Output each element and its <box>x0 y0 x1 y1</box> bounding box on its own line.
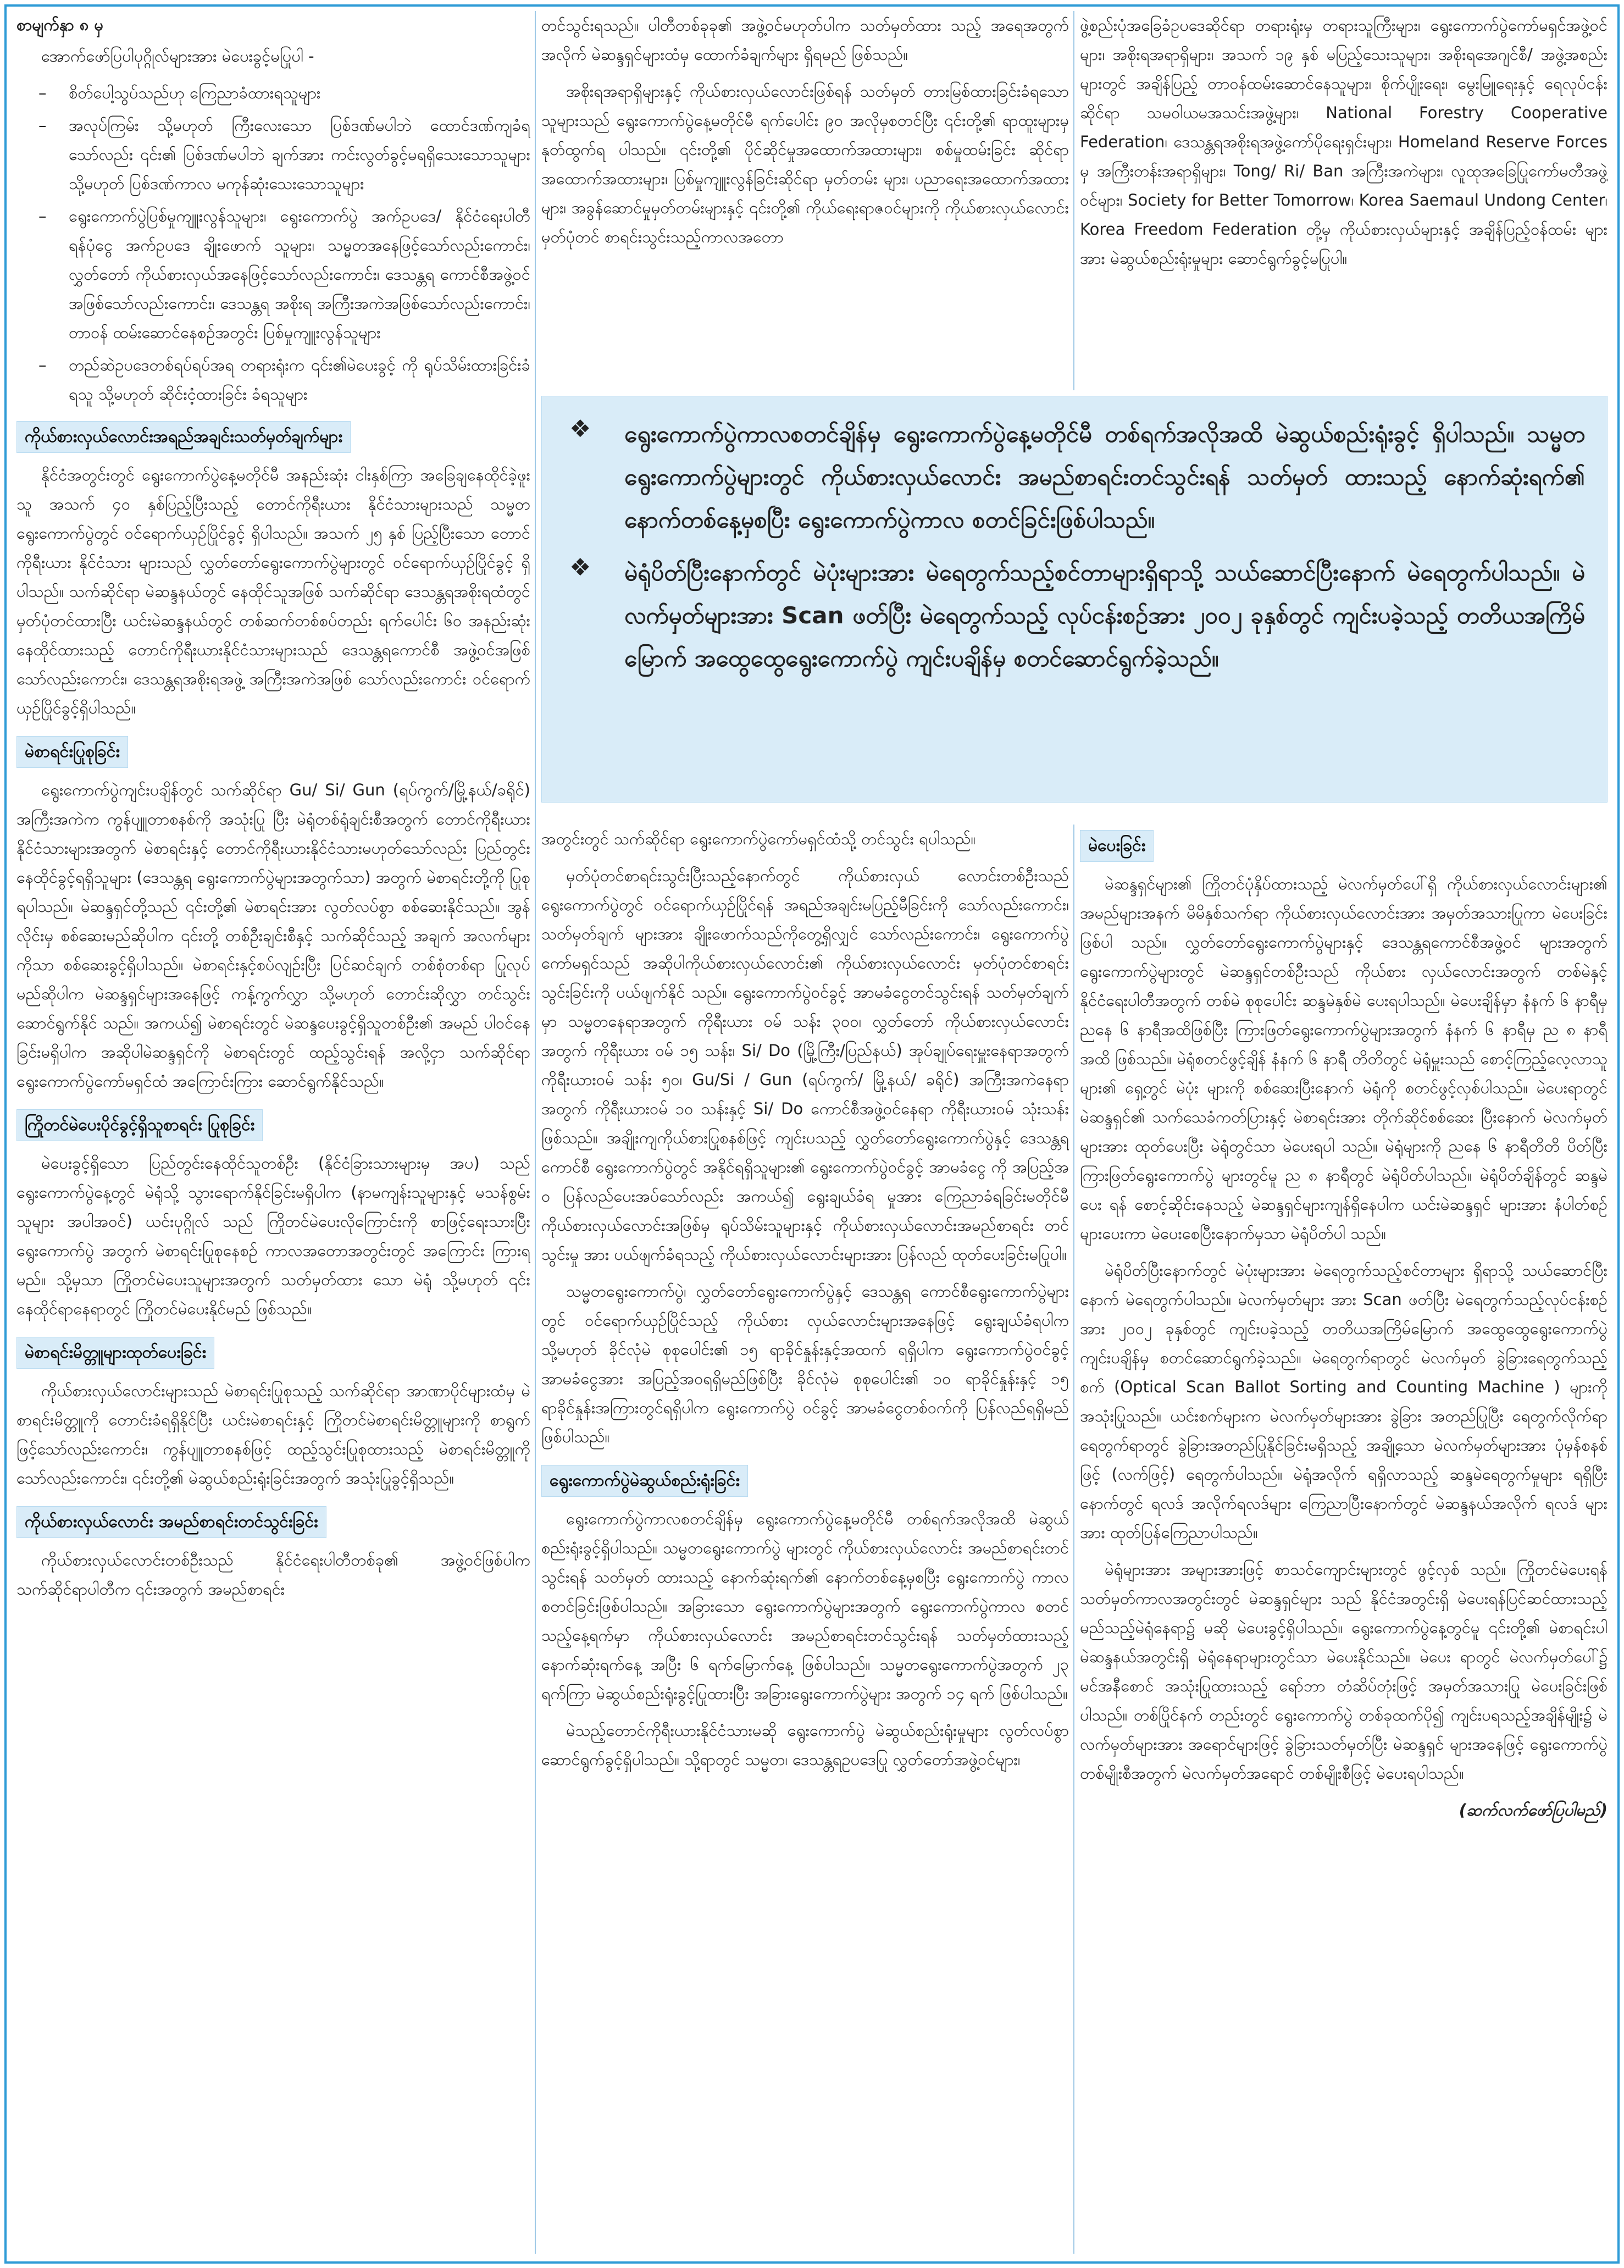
callout-item <box>564 413 1585 541</box>
callout-item <box>564 551 1585 680</box>
callout-text: မဲရုံပိတ်ပြီးနောက်တွင် မဲပုံးများအား မဲရေတွက်သည့်စင်တာများရှိရာသို့ သယ်ဆောင်ပြီးနောက် မဲရေတွက်ပါသည်။ မဲလက်မှတ်များအား Scan ဖတ်ပြီး မဲရေတွက်သည့် လုပ်ငန်းစဉ်အား ၂၀၀၂ ခုနှစ်တွင် ကျင်းပခဲ့သည့် တတိယအကြိမ်မြောက် အထွေထွေရွေးကောက်ပွဲ ကျင်းပချိန်မှ စတင်ဆောင်ရွက်ခဲ့သည်။ <box>624 559 1585 672</box>
paragraph: သမ္မတရွေးကောက်ပွဲ၊ လွှတ်တော်ရွေးကောက်ပွဲနှင့် ဒေသန္တရ ကောင်စီရွေးကောက်ပွဲများတွင် ဝင်ရောက်ယှဉ်ပြိုင်သည့် ကိုယ်စား လှယ်လောင်းများအနေဖြင့် ရွေးချယ်ခံရပါက သို့မဟုတ် ခိုင်လုံမဲ စုစုပေါင်း၏ ၁၅ ရာခိုင်နှုန်းနှင့်အထက် ရရှိပါက ရွေးကောက်ပွဲဝင်ခွင့် အာမခံငွေအား အပြည့်အဝရရှိမည်ဖြစ်ပြီး ခိုင်လုံမဲ စုစုပေါင်း၏ ၁၀ ရာခိုင်နှုန်းနှင့် ၁၅ ရာခိုင်နှုန်းအကြားတွင်ရရှိပါက ရွေးကောက်ပွဲ ဝင်ခွင့် အာမခံငွေတစ်ဝက်ကို ပြန်လည်ရရှိမည်ဖြစ်ပါသည်။ <box>541 1282 1069 1446</box>
ineligible-list <box>16 79 530 409</box>
paragraph: အတွင်းတွင် သက်ဆိုင်ရာ ရွေးကောက်ပွဲကော်မရှင်ထံသို့ တင်သွင်း ရပါသည်။ <box>541 829 976 848</box>
paragraph: မဲပေးခွင့်ရှိသော ပြည်တွင်းနေထိုင်သူတစ်ဦး (နိုင်ငံခြားသားများမှ အပ) သည် ရွေးကောက်ပွဲနေ့တွင် မဲရုံသို့ သွားရောက်နိုင်ခြင်းမရှိပါက (နာမကျန်းသူများနှင့် မသန်စွမ်းသူများ အပါအဝင်) ယင်းပုဂ္ဂိုလ် သည် ကြိုတင်မဲပေးလိုကြောင်းကို စာဖြင့်ရေးသားပြီး ရွေးကောက်ပွဲ အတွက် မဲစာရင်းပြုစုနေစဉ် ကာလအတောအတွင်းတွင် အကြောင်း ကြားရမည်။ သို့မှသာ ကြိုတင်မဲပေးသူများအတွက် သတ်မှတ်ထား သော မဲရုံ သို့မဟုတ် ၎င်းနေထိုင်ရာနေရာတွင် ကြိုတင်မဲပေးနိုင်မည် ဖြစ်သည်။ <box>16 1154 530 1318</box>
paragraph: မဲသည့်တောင်ကိုရီးယားနိုင်ငံသားမဆို ရွေးကောက်ပွဲ မဲဆွယ်စည်းရုံးမှုများ လွတ်လပ်စွာ ဆောင်ရွက်ခွင့်ရှိပါသည်။ သို့ရာတွင် သမ္မတ၊ ဒေသန္တရဥပဒေပြု လွှတ်တော်အဖွဲ့ဝင်များ၊ <box>541 1721 1069 1769</box>
paragraph: ရွေးကောက်ပွဲကျင်းပချိန်တွင် သက်ဆိုင်ရာ Gu/ Si/ Gun (ရပ်ကွက်/မြို့နယ်/ခရိုင်) အကြီးအကဲက ကွန်ပျူတာစနစ်ကို အသုံးပြု ပြီး မဲရုံတစ်ရုံချင်းစီအတွက် တောင်ကိုရီးယားနိုင်ငံသားများအတွက် မဲစာရင်းနှင့် တောင်ကိုရီးယားနိုင်ငံသားမဟုတ်သော်လည်း ပြည်တွင်း နေထိုင်ခွင့်ရရှိသူများ (ဒေသန္တရ ရွေးကောက်ပွဲများအတွက်သာ) အတွက် မဲစာရင်းတို့ကို ပြုစုရပါသည်။ မဲဆန္ဒရှင်တို့သည် ၎င်းတို့၏ မဲစာရင်းအား လွတ်လပ်စွာ စစ်ဆေးနိုင်သည်။ အွန်လိုင်းမှ စစ်ဆေးမည်ဆိုပါက ၎င်းတို့ တစ်ဦးချင်းစီနှင့် သက်ဆိုင်သည့် အချက် အလက်များကိုသာ စစ်ဆေးခွင့်ရှိပါသည်။ မဲစာရင်းနှင့်စပ်လျဉ်းပြီး ပြင်ဆင်ချက် တစ်စုံတစ်ရာ ပြုလုပ်မည်ဆိုပါက မဲဆန္ဒရှင်များအနေဖြင့် ကန့်ကွက်လွှာ သို့မဟုတ် တောင်းဆိုလွှာ တင်သွင်းဆောင်ရွက်နိုင် သည်။ အကယ်၍ မဲစာရင်းတွင် မဲဆန္ဒပေးခွင့်ရှိသူတစ်ဦး၏ အမည် ပါဝင်နေခြင်းမရှိပါက အဆိုပါမဲဆန္ဒရှင်ကို မဲစာရင်းတွင် ထည့်သွင်းရန် အလို့ငှာ သက်ဆိုင်ရာရွေးကောက်ပွဲကော်မရှင်ထံ အကြောင်းကြား ဆောင်ရွက်နိုင်သည်။ <box>16 781 530 1091</box>
highlight-callout-box <box>541 396 1608 803</box>
callout-text: ရွေးကောက်ပွဲကာလစတင်ချိန်မှ ရွေးကောက်ပွဲနေ့မတိုင်မီ တစ်ရက်အလိုအထိ မဲဆွယ်စည်းရုံးခွင့် ရှိပါသည်။ သမ္မတရွေးကောက်ပွဲများတွင် ကိုယ်စားလှယ်လောင်း အမည်စာရင်းတင်သွင်းရန် သတ်မှတ် ထားသည့် နောက်ဆုံးရက်၏ နောက်တစ်နေ့မှစပြီး ရွေးကောက်ပွဲကာလ စတင်ခြင်းဖြစ်ပါသည်။ <box>624 421 1585 533</box>
paragraph: ကိုယ်စားလှယ်လောင်းတစ်ဦးသည် နိုင်ငံရေးပါတီတစ်ခု၏ အဖွဲ့ဝင်ဖြစ်ပါက သက်ဆိုင်ရာပါတီက ၎င်းအတွက် အမည်စာရင်း <box>16 1551 530 1598</box>
dash-icon: – <box>38 207 47 225</box>
column-divider <box>1073 11 1074 390</box>
section-heading-voting: မဲပေးခြင်း <box>1080 830 1154 862</box>
section-heading-candidate-nomination: ကိုယ်စားလှယ်လောင်း အမည်စာရင်းတင်သွင်းခြင်း <box>16 1506 326 1538</box>
column-3-bottom <box>1080 825 1608 2254</box>
column-divider <box>535 11 536 2254</box>
paragraph: တင်သွင်းရသည်။ ပါတီတစ်ခုခု၏ အဖွဲ့ဝင်မဟုတ်ပါက သတ်မှတ်ထား သည့် အရေအတွက်အလိုက် မဲဆန္ဒရှင်များထံမှ ထောက်ခံချက်များ ရှိရမည် ဖြစ်သည်။ <box>541 16 1069 64</box>
ineligible-intro: အောက်ဖော်ပြပါပုဂ္ဂိုလ်များအား မဲပေးခွင့်မပြုပါ - <box>41 47 314 65</box>
paragraph: နိုင်ငံအတွင်းတွင် ရွေးကောက်ပွဲနေ့မတိုင်မီ အနည်းဆုံး ငါးနှစ်ကြာ အခြေချနေထိုင်ခဲ့ဖူးသူ အသက် ၄၀ နှစ်ပြည့်ပြီးသည့် တောင်ကိုရီးယား နိုင်ငံသားများသည် သမ္မတရွေးကောက်ပွဲတွင် ဝင်ရောက်ယှဉ်ပြိုင်ခွင့် ရှိပါသည်။ အသက် ၂၅ နှစ် ပြည့်ပြီးသော တောင်ကိုရီးယား နိုင်ငံသား များသည် လွှတ်တော်ရွေးကောက်ပွဲများတွင် ဝင်ရောက်ယှဉ်ပြိုင်ခွင့် ရှိပါသည်။ သက်ဆိုင်ရာ မဲဆန္ဒနယ်တွင် နေထိုင်သူအဖြစ် သက်ဆိုင်ရာ ဒေသန္တရအစိုးရထံတွင် မှတ်ပုံတင်ထားပြီး ယင်းမဲဆန္ဒနယ်တွင် တစ်ဆက်တစ်စပ်တည်း ရက်ပေါင်း ၆၀ အနည်းဆုံး နေထိုင်ထားသည့် တောင်ကိုရီးယားနိုင်ငံသားများသည် ဒေသန္တရကောင်စီ အဖွဲ့ဝင်အဖြစ် သော်လည်းကောင်း၊ ဒေသန္တရအစိုးရအဖွဲ့ အကြီးအကဲအဖြစ် သော်လည်းကောင်း ဝင်ရောက်ယှဉ်ပြိုင်ခွင့်ရှိပါသည်။ <box>16 466 530 717</box>
column-divider <box>1073 825 1074 2254</box>
diamond-bullet-icon: ❖ <box>569 415 591 443</box>
diamond-bullet-icon: ❖ <box>569 554 591 582</box>
page-continued-from: စာမျက်နှာ ၈ မှ <box>16 15 103 34</box>
dash-icon: – <box>38 84 47 102</box>
dash-icon: – <box>38 356 47 374</box>
paragraph: မဲဆန္ဒရှင်များ၏ ကြိုတင်ပုံနှိပ်ထားသည့် မဲလက်မှတ်ပေါ်ရှိ ကိုယ်စားလှယ်လောင်းများ၏ အမည်များအနက် မိမိနှစ်သက်ရာ ကိုယ်စားလှယ်လောင်းအား အမှတ်အသားပြုကာ မဲပေးခြင်းဖြစ်ပါ သည်။ လွှတ်တော်ရွေးကောက်ပွဲများနှင့် ဒေသန္တရကောင်စီအဖွဲ့ဝင် များအတွက် ရွေးကောက်ပွဲများတွင် မဲဆန္ဒရှင်တစ်ဦးသည် ကိုယ်စား လှယ်လောင်းအတွက် တစ်မဲနှင့် နိုင်ငံရေးပါတီအတွက် တစ်မဲ စုစုပေါင်း ဆန္ဒမဲနှစ်မဲ ပေးရပါသည်။ မဲပေးချိန်မှာ နံနက် ၆ နာရီမှ ညနေ ၆ နာရီအထိဖြစ်ပြီး ကြားဖြတ်ရွေးကောက်ပွဲများအတွက် နံနက် ၆ နာရီမှ ည ၈ နာရီအထိ ဖြစ်သည်။ မဲရုံစတင်ဖွင့်ချိန် နံနက် ၆ နာရီ တိတိတွင် မဲရုံမှူးသည် စောင့်ကြည့်လေ့လာသူများ၏ ရှေ့တွင် မဲပုံး များကို စစ်ဆေးပြီးနောက် မဲရုံကို စတင်ဖွင့်လှစ်ပါသည်။ မဲပေးရာတွင် မဲဆန္ဒရှင်၏ သက်သေခံကတ်ပြားနှင့် မဲစာရင်းအား တိုက်ဆိုင်စစ်ဆေး ပြီးနောက် မဲလက်မှတ်များအား ထုတ်ပေးပြီး မဲရုံတွင်သာ မဲပေးရပါ သည်။ မဲရုံများကို ညနေ ၆ နာရီတိတိ ပိတ်ပြီး ကြားဖြတ်ရွေးကောက်ပွဲ များတွင်မူ ည ၈ နာရီတွင် မဲရုံပိတ်ပါသည်။ မဲရုံပိတ်ချိန်တွင် ဆန္ဒမဲပေး ရန် စောင့်ဆိုင်းနေသည့် မဲဆန္ဒရှင်များကျန်ရှိနေပါက ယင်းမဲဆန္ဒရှင် များအား နံပါတ်စဉ်များပေးကာ မဲပေးစေပြီးနောက်မှသာ မဲရုံပိတ်ပါ သည်။ <box>1080 875 1608 1243</box>
to-be-continued: (ဆက်လက်ဖော်ပြပါမည်) <box>1459 1801 1608 1819</box>
dash-icon: – <box>38 116 47 135</box>
list-item: – စိတ်ပေါ့သွပ်သည်ဟု ကြေညာခံထားရသူများ <box>16 79 530 108</box>
paragraph: မှတ်ပုံတင်စာရင်းသွင်းပြီးသည့်နောက်တွင် ကိုယ်စားလှယ် လောင်းတစ်ဦးသည် ရွေးကောက်ပွဲတွင် ဝင်ရောက်ယှဉ်ပြိုင်ရန် အရည်အချင်းမပြည့်မီခြင်းကို သော်လည်းကောင်း၊ သတ်မှတ်ချက် များအား ချိုးဖောက်သည်ကိုတွေ့ရှိလျှင် သော်လည်းကောင်း၊ ရွေးကောက်ပွဲကော်မရှင်သည် အဆိုပါကိုယ်စားလှယ်လောင်း၏ ကိုယ်စားလှယ်လောင်း မှတ်ပုံတင်စာရင်းသွင်းခြင်းကို ပယ်ဖျက်နိုင် သည်။ ရွေးကောက်ပွဲဝင်ခွင့် အာမခံငွေတင်သွင်းရန် သတ်မှတ်ချက်မှာ သမ္မတနေရာအတွက် ကိုရီးယား ဝမ် သန်း ၃၀၀၊ လွှတ်တော် ကိုယ်စားလှယ်လောင်းအတွက် ကိုရီးယား ဝမ် ၁၅ သန်း၊ Si/ Do (မြို့ကြီး/ပြည်နယ်) အုပ်ချုပ်ရေးမှူးနေရာအတွက် ကိုရီးယားဝမ် သန်း ၅၀၊ Gu/Si / Gun (ရပ်ကွက်/ မြို့နယ်/ ခရိုင်) အကြီးအကဲနေရာ အတွက် ကိုရီးယားဝမ် ၁၀ သန်းနှင့် Si/ Do ကောင်စီအဖွဲ့ဝင်နေရာ ကိုရီးယားဝမ် သုံးသန်းဖြစ်သည်။ အချိုးကျကိုယ်စားပြုစနစ်ဖြင့် ကျင်းပသည့် လွှတ်တော်ရွေးကောက်ပွဲနှင့် ဒေသန္တရကောင်စီ ရွေးကောက်ပွဲတွင် အနိုင်ရရှိသူများ၏ ရွေးကောက်ပွဲဝင်ခွင့် အာမခံငွေ ကို အပြည့်အဝ ပြန်လည်ပေးအပ်သော်လည်း အကယ်၍ ရွေးချယ်ခံရ မှုအား ကြေညာခံရခြင်းမတိုင်မီ ကိုယ်စားလှယ်လောင်းအဖြစ်မှ ရုပ်သိမ်းသူများနှင့် ကိုယ်စားလှယ်လောင်းအမည်စာရင်း တင်သွင်းမှု အား ပယ်ဖျက်ခံရသည့် ကိုယ်စားလှယ်လောင်းများအား ပြန်လည် ထုတ်ပေးခြင်းမပြုပါ။ <box>541 866 1069 1264</box>
paragraph: မဲရုံများအား အများအားဖြင့် စာသင်ကျောင်းများတွင် ဖွင့်လှစ် သည်။ ကြိုတင်မဲပေးရန် သတ်မှတ်ကာလအတွင်းတွင် မဲဆန္ဒရှင်များ သည် နိုင်ငံအတွင်းရှိ မဲပေးရန်ပြင်ဆင်ထားသည့် မည်သည့်မဲရုံနေရာ၌ မဆို မဲပေးခွင့်ရှိပါသည်။ ရွေးကောက်ပွဲနေ့တွင်မူ ၎င်းတို့၏ မဲစာရင်းပါ မဲဆန္ဒနယ်အတွင်းရှိ မဲရုံနေရာများတွင်သာ မဲပေးနိုင်သည်။ မဲပေး ရာတွင် မဲလက်မှတ်ပေါ်၌ မင်အနီစောင် အသုံးပြုထားသည့် ရော်ဘာ တံဆိပ်တုံးဖြင့် အမှတ်အသားပြု မဲပေးခြင်းဖြစ်ပါသည်။ တစ်ပြိုင်နက် တည်းတွင် ရွေးကောက်ပွဲ တစ်ခုထက်ပို၍ ကျင်းပရသည့်အချိန်မျိုး၌ မဲလက်မှတ်များအား အရောင်များဖြင့် ခွဲခြားသတ်မှတ်ပြီး မဲဆန္ဒရှင် များအနေဖြင့် ရွေးကောက်ပွဲတစ်မျိုးစီအတွက် မဲလက်မှတ်အရောင် တစ်မျိုးစီဖြင့် မဲပေးရပါသည်။ <box>1080 1560 1608 1783</box>
paragraph: အစိုးရအရာရှိများနှင့် ကိုယ်စားလှယ်လောင်းဖြစ်ရန် သတ်မှတ် တားမြစ်ထားခြင်းခံရသောသူများသည် ရွေးကောက်ပွဲနေ့မတိုင်မီ ရက်ပေါင်း ၉၀ အလိုမှစတင်ပြီး ၎င်းတို့၏ ရာထူးများမှ နုတ်ထွက်ရ ပါသည်။ ၎င်းတို့၏ ပိုင်ဆိုင်မှုအထောက်အထားများ၊ စစ်မှုထမ်းခြင်း ဆိုင်ရာ အထောက်အထားများ၊ ပြစ်မှုကျူးလွန်ခြင်းဆိုင်ရာ မှတ်တမ်း များ၊ ပညာရေးအထောက်အထားများ၊ အခွန်ဆောင်မှုမှတ်တမ်းများနှင့် ၎င်းတို့၏ ကိုယ်ရေးရာဇဝင်များကို ကိုယ်စားလှယ်လောင်းမှတ်ပုံတင် စာရင်းသွင်းသည့်ကာလအတော <box>541 82 1069 246</box>
list-item: – တည်ဆဲဥပဒေတစ်ရပ်ရပ်အရ တရားရုံးက ၎င်း၏မဲပေးခွင့် ကို ရုပ်သိမ်းထားခြင်းခံရသူ သို့မဟုတ် ဆိုင်းငံ့ထားခြင်း ခံရသူများ <box>16 351 530 409</box>
column-1 <box>16 11 530 2254</box>
list-item: – ရွေးကောက်ပွဲပြစ်မှုကျူးလွန်သူများ၊ ရွေးကောက်ပွဲ အက်ဥပဒေ/ နိုင်ငံရေးပါတီရန်ပုံငွေ အက်ဥပဒေ ချိုးဖောက် သူများ၊ သမ္မတအနေဖြင့်သော်လည်းကောင်း၊ လွှတ်တော် ကိုယ်စားလှယ်အနေဖြင့်သော်လည်းကောင်း၊ ဒေသန္တရ ကောင်စီအဖွဲ့ဝင်အဖြစ်သော်လည်းကောင်း၊ ဒေသန္တရ အစိုးရ အကြီးအကဲအဖြစ်သော်လည်းကောင်း၊ တာဝန် ထမ်းဆောင်နေစဉ်အတွင်း ပြစ်မှုကျူးလွန်သူများ <box>16 202 530 347</box>
section-heading-early-voting-list: ကြိုတင်မဲပေးပိုင်ခွင့်ရှိသူစာရင်း ပြုစုခြင်း <box>16 1109 263 1141</box>
section-heading-voter-list: မဲစာရင်းပြုစုခြင်း <box>16 736 128 768</box>
paragraph: ရွေးကောက်ပွဲကာလစတင်ချိန်မှ ရွေးကောက်ပွဲနေ့မတိုင်မီ တစ်ရက်အလိုအထိ မဲဆွယ်စည်းရုံးခွင့်ရှိပါသည်။ သမ္မတရွေးကောက်ပွဲ များတွင် ကိုယ်စားလှယ်လောင်း အမည်စာရင်းတင်သွင်းရန် သတ်မှတ် ထားသည့် နောက်ဆုံးရက်၏ နောက်တစ်နေ့မှစပြီး ရွေးကောက်ပွဲ ကာလ စတင်ခြင်းဖြစ်ပါသည်။ အခြားသော ရွေးကောက်ပွဲများအတွက် ရွေးကောက်ပွဲကာလ စတင်သည့်နေ့ရက်မှာ ကိုယ်စားလှယ်လောင်း အမည်စာရင်းတင်သွင်းရန် သတ်မှတ်ထားသည့် နောက်ဆုံးရက်နေ့ အပြီး ၆ ရက်မြောက်နေ့ ဖြစ်ပါသည်။ သမ္မတရွေးကောက်ပွဲအတွက် ၂၃ ရက်ကြာ မဲဆွယ်စည်းရုံးခွင့်ပြုထားပြီး အခြားရွေးကောက်ပွဲများ အတွက် ၁၄ ရက် ဖြစ်ပါသည်။ <box>541 1509 1069 1703</box>
section-heading-campaigning: ရွေးကောက်ပွဲမဲဆွယ်စည်းရုံးခြင်း <box>541 1465 748 1497</box>
column-3-top <box>1080 11 1608 396</box>
column-2-top <box>541 11 1069 396</box>
list-item: – အလုပ်ကြမ်း သို့မဟုတ် ကြီးလေးသော ပြစ်ဒဏ်မပါဘဲ ထောင်ဒဏ်ကျခံရသော်လည်း ၎င်း၏ ပြစ်ဒဏ်မပါဘဲ ချက်အား ကင်းလွတ်ခွင့်မရရှိသေးသောသူများ သို့မဟုတ် ပြစ်ဒဏ်ကာလ မကုန်ဆုံးသေးသောသူများ <box>16 111 530 198</box>
section-heading-candidate-qualifications: ကိုယ်စားလှယ်လောင်းအရည်အချင်းသတ်မှတ်ချက်များ <box>16 421 351 453</box>
paragraph: ဖွဲ့စည်းပုံအခြေခံဥပဒေဆိုင်ရာ တရားရုံးမှ တရားသူကြီးများ၊ ရွေးကောက်ပွဲကော်မရှင်အဖွဲ့ဝင်များ၊ အစိုးရအရာရှိများ၊ အသက် ၁၉ နှစ် မပြည့်သေးသူများ၊ အစိုးရအေဂျင်စီ/ အဖွဲ့အစည်းများတွင် အချိန်ပြည့် တာဝန်ထမ်းဆောင်နေသူများ၊ စိုက်ပျိုးရေး၊ မွေးမြူရေးနှင့် ရေလုပ်ငန်းဆိုင်ရာ သမဝါယမအသင်းအဖွဲ့များ၊ National Forestry Cooperative Federation၊ ဒေသန္တရအစိုးရအဖွဲ့ကော်ပိုရေးရှင်းများ၊ Homeland Reserve Forces မှ အကြီးတန်းအရာရှိများ၊ Tong/ Ri/ Ban အကြီးအကဲများ၊ လူထုအခြေပြုကော်မတီအဖွဲ့ဝင်များ၊ Society for Better Tomorrow၊ Korea Saemaul Undong Center၊ Korea Freedom Federation တို့မှ ကိုယ်စားလှယ်များနှင့် အချိန်ပြည့်ဝန်ထမ်း များအား မဲဆွယ်စည်းရုံးမှုများ ဆောင်ရွက်ခွင့်မပြုပါ။ <box>1080 16 1608 268</box>
paragraph: မဲရုံပိတ်ပြီးနောက်တွင် မဲပုံးများအား မဲရေတွက်သည့်စင်တာများ ရှိရာသို့ သယ်ဆောင်ပြီးနောက် မဲရေတွက်ပါသည်။ မဲလက်မှတ်များ အား Scan ဖတ်ပြီး မဲရေတွက်သည့်လုပ်ငန်းစဉ်အား ၂၀၀၂ ခုနှစ်တွင် ကျင်းပခဲ့သည့် တတိယအကြိမ်မြောက် အထွေထွေရွေးကောက်ပွဲ ကျင်းပချိန်မှ စတင်ဆောင်ရွက်ခဲ့သည်။ မဲရေတွက်ရာတွင် မဲလက်မှတ် ခွဲခြားရေတွက်သည့်စက် (Optical Scan Ballot Sorting and Counting Machine ) များကို အသုံးပြုသည်။ ယင်းစက်များက မဲလက်မှတ်များအား ခွဲခြား အတည်ပြုပြီး ရေတွက်လိုက်ရာ ရေတွက်ရာတွင် ခွဲခြားအတည်ပြုနိုင်ခြင်းမရှိသည့် အချို့သော မဲလက်မှတ်များအား ပုံမှန်စနစ်ဖြင့် (လက်ဖြင့်) ရေတွက်ပါသည်။ မဲရုံအလိုက် ရရှိလာသည့် ဆန္ဒမဲရေတွက်မှုများ ရရှိပြီးနောက်တွင် ရလဒ် အလိုက်ရလဒ်များ ကြေညာပြီးနောက်တွင် မဲဆန္ဒနယ်အလိုက် ရလဒ် များအား ထုတ်ပြန်ကြေညာပါသည်။ <box>1080 1261 1608 1542</box>
paragraph: ကိုယ်စားလှယ်လောင်းများသည် မဲစာရင်းပြုစုသည့် သက်ဆိုင်ရာ အာဏာပိုင်များထံမှ မဲစာရင်းမိတ္တူကို တောင်းခံရရှိနိုင်ပြီး ယင်းမဲစာရင်းနှင့် ကြိုတင်မဲစာရင်းမိတ္တူများကို စာရွက်ဖြင့်သော်လည်းကောင်း၊ ကွန်ပျူတာစနစ်ဖြင့် ထည့်သွင်းပြုစုထားသည့် မဲစာရင်းမိတ္တူကို သော်လည်းကောင်း၊ ၎င်းတို့၏ မဲဆွယ်စည်းရုံးခြင်းအတွက် အသုံးပြုခွင့်ရှိသည်။ <box>16 1381 530 1487</box>
column-2-bottom <box>541 825 1069 2254</box>
section-heading-voter-list-copies: မဲစာရင်းမိတ္တူများထုတ်ပေးခြင်း <box>16 1337 214 1369</box>
